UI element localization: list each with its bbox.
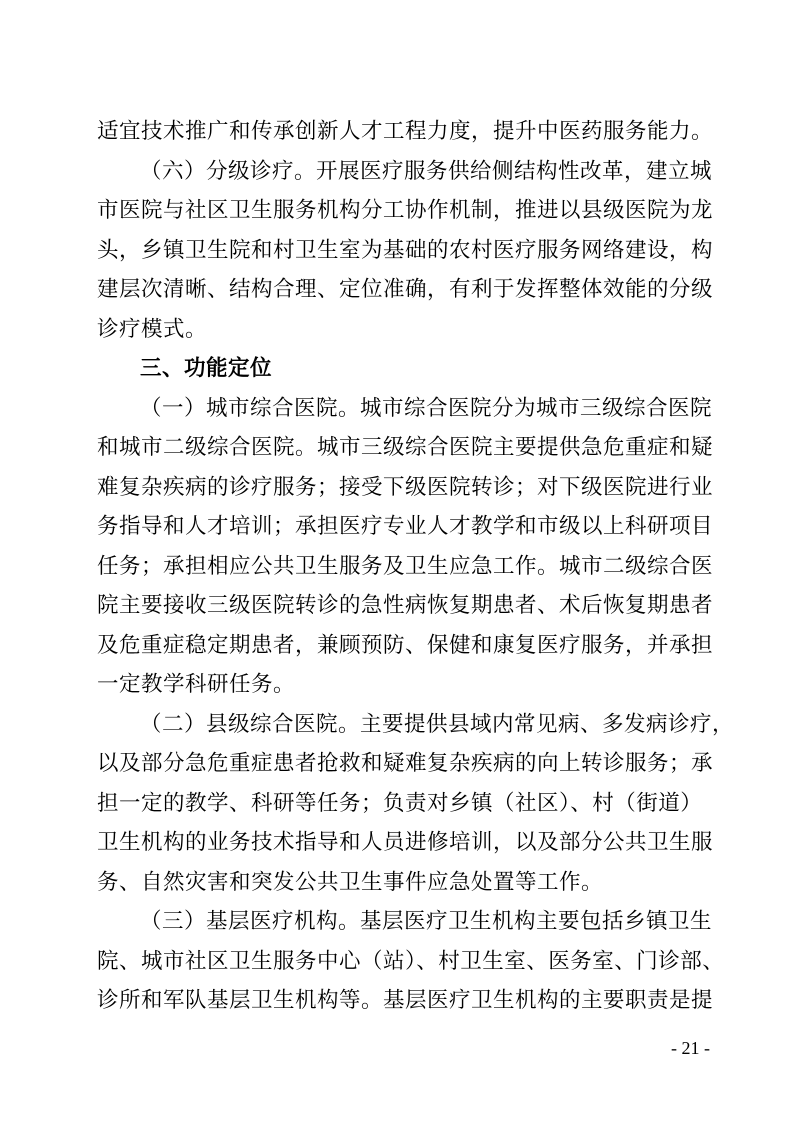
text-line: 建层次清晰、结构合理、定位准确，有利于发挥整体效能的分级 bbox=[97, 277, 714, 302]
text-line: 院、城市社区卫生服务中心（站）、村卫生室、医务室、门诊部、 bbox=[97, 948, 725, 974]
page-number: - 21 - bbox=[671, 1038, 710, 1058]
text-line: 务指导和人才培训；承担医疗专业人才教学和市级以上科研项目 bbox=[97, 514, 714, 539]
text-line: 以及部分急危重症患者抢救和疑难复杂疾病的向上转诊服务；承 bbox=[97, 751, 714, 776]
text-line: 任务；承担相应公共卫生服务及卫生应急工作。城市二级综合医 bbox=[97, 553, 714, 579]
text-line: 务、自然灾害和突发公共卫生事件应急处置等工作。 bbox=[97, 869, 604, 895]
section-heading: 三、功能定位 bbox=[140, 356, 273, 381]
text-line: 诊所和军队基层卫生机构等。基层医疗卫生机构的主要职责是提 bbox=[97, 988, 714, 1013]
text-line: 卫生机构的业务技术指导和人员进修培训，以及部分公共卫生服 bbox=[97, 830, 714, 855]
text-line: （六）分级诊疗。开展医疗服务供给侧结构性改革，建立城 bbox=[140, 158, 713, 184]
text-line: 头，乡镇卫生院和村卫生室为基础的农村医疗服务网络建设，构 bbox=[97, 237, 714, 263]
text-line: （一）城市综合医院。城市综合医院分为城市三级综合医院 bbox=[140, 395, 713, 421]
text-line: 和城市二级综合医院。城市三级综合医院主要提供急危重症和疑 bbox=[97, 435, 714, 460]
text-line: （二）县级综合医院。主要提供县域内常见病、多发病诊疗， bbox=[140, 711, 735, 737]
text-line: 担一定的教学、科研等任务；负责对乡镇（社区）、村（街道） bbox=[97, 790, 703, 816]
body-text bbox=[97, 112, 735, 1021]
text-line: 适宜技术推广和传承创新人才工程力度，提升中医药服务能力。 bbox=[97, 119, 714, 144]
text-line: 一定教学科研任务。 bbox=[97, 672, 296, 697]
text-line: 及危重症稳定期患者，兼顾预防、保健和康复医疗服务，并承担 bbox=[97, 632, 714, 658]
text-line: 市医院与社区卫生服务机构分工协作机制，推进以县级医院为龙 bbox=[97, 198, 714, 223]
text-line: 诊疗模式。 bbox=[97, 316, 208, 342]
text-line: 院主要接收三级医院转诊的急性病恢复期患者、术后恢复期患者 bbox=[97, 593, 714, 618]
text-line: 难复杂疾病的诊疗服务；接受下级医院转诊；对下级医院进行业 bbox=[97, 474, 714, 500]
text-line: （三）基层医疗机构。基层医疗卫生机构主要包括乡镇卫生 bbox=[140, 909, 713, 934]
